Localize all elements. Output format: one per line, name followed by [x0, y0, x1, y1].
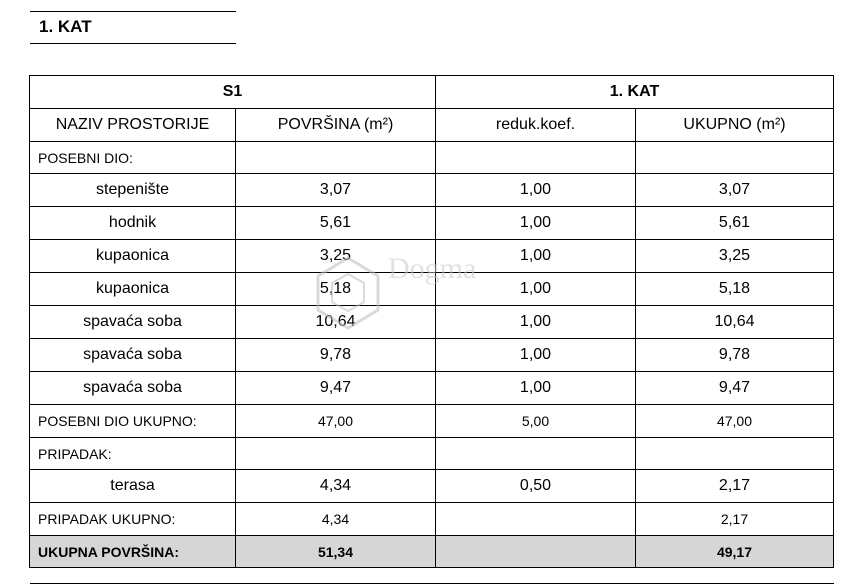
- table-row: [30, 306, 834, 339]
- section-row-pripadak: [30, 438, 834, 470]
- col-header-name: NAZIV PROSTORIJE: [30, 109, 236, 142]
- table-row: [30, 240, 834, 273]
- subtotal-label: POSEBNI DIO UKUPNO:: [30, 405, 236, 438]
- section-label: POSEBNI DIO:: [30, 142, 236, 174]
- room-total: 5,18: [636, 273, 834, 306]
- grand-total-row: [30, 536, 834, 568]
- table-row: [30, 273, 834, 306]
- room-total: 3,07: [636, 174, 834, 207]
- subtotal-area: 47,00: [236, 405, 436, 438]
- grand-total-total: 49,17: [636, 536, 834, 568]
- subtotal-area: 4,34: [236, 503, 436, 536]
- group-header-s1: S1: [30, 76, 436, 109]
- room-total: 9,47: [636, 372, 834, 405]
- room-name: kupaonica: [30, 273, 236, 306]
- col-header-area: POVRŠINA (m²): [236, 109, 436, 142]
- group-header-row: [30, 76, 834, 109]
- col-header-total: UKUPNO (m²): [636, 109, 834, 142]
- room-coef: 1,00: [436, 273, 636, 306]
- room-name: spavaća soba: [30, 372, 236, 405]
- room-coef: 1,00: [436, 339, 636, 372]
- room-area: 4,34: [236, 470, 436, 503]
- subtotal-total: 2,17: [636, 503, 834, 536]
- room-area: 3,07: [236, 174, 436, 207]
- room-coef: 1,00: [436, 240, 636, 273]
- room-coef: 1,00: [436, 174, 636, 207]
- room-name: terasa: [30, 470, 236, 503]
- watermark-text: Dogma: [388, 252, 477, 285]
- bottom-rule: [30, 583, 834, 584]
- room-coef: 1,00: [436, 306, 636, 339]
- room-total: 10,64: [636, 306, 834, 339]
- heading-bottom-rule: [30, 43, 236, 44]
- room-total: 2,17: [636, 470, 834, 503]
- page-heading: 1. KAT: [39, 17, 92, 36]
- group-header-floor: 1. KAT: [436, 76, 834, 109]
- heading-top-rule: [30, 11, 236, 12]
- grand-total-label: UKUPNA POVRŠINA:: [30, 536, 236, 568]
- room-name: stepenište: [30, 174, 236, 207]
- subtotal-row-pripadak: [30, 503, 834, 536]
- column-header-row: [30, 109, 834, 142]
- room-area: 10,64: [236, 306, 436, 339]
- room-total: 3,25: [636, 240, 834, 273]
- room-area: 9,78: [236, 339, 436, 372]
- table-row: [30, 207, 834, 240]
- room-name: spavaća soba: [30, 306, 236, 339]
- section-row-posebni: [30, 142, 834, 174]
- table-row: [30, 372, 834, 405]
- room-coef: 0,50: [436, 470, 636, 503]
- room-total: 5,61: [636, 207, 834, 240]
- subtotal-row-posebni: [30, 405, 834, 438]
- area-table: [29, 75, 834, 568]
- table-row: [30, 339, 834, 372]
- grand-total-area: 51,34: [236, 536, 436, 568]
- room-area: 5,61: [236, 207, 436, 240]
- room-area: 9,47: [236, 372, 436, 405]
- table-row: [30, 174, 834, 207]
- subtotal-label: PRIPADAK UKUPNO:: [30, 503, 236, 536]
- table-row: [30, 470, 834, 503]
- room-total: 9,78: [636, 339, 834, 372]
- room-name: spavaća soba: [30, 339, 236, 372]
- subtotal-total: 47,00: [636, 405, 834, 438]
- room-area: 3,25: [236, 240, 436, 273]
- room-name: hodnik: [30, 207, 236, 240]
- col-header-coef: reduk.koef.: [436, 109, 636, 142]
- room-area: 5,18: [236, 273, 436, 306]
- room-coef: 1,00: [436, 207, 636, 240]
- room-name: kupaonica: [30, 240, 236, 273]
- section-label: PRIPADAK:: [30, 438, 236, 470]
- room-coef: 1,00: [436, 372, 636, 405]
- subtotal-coef: 5,00: [436, 405, 636, 438]
